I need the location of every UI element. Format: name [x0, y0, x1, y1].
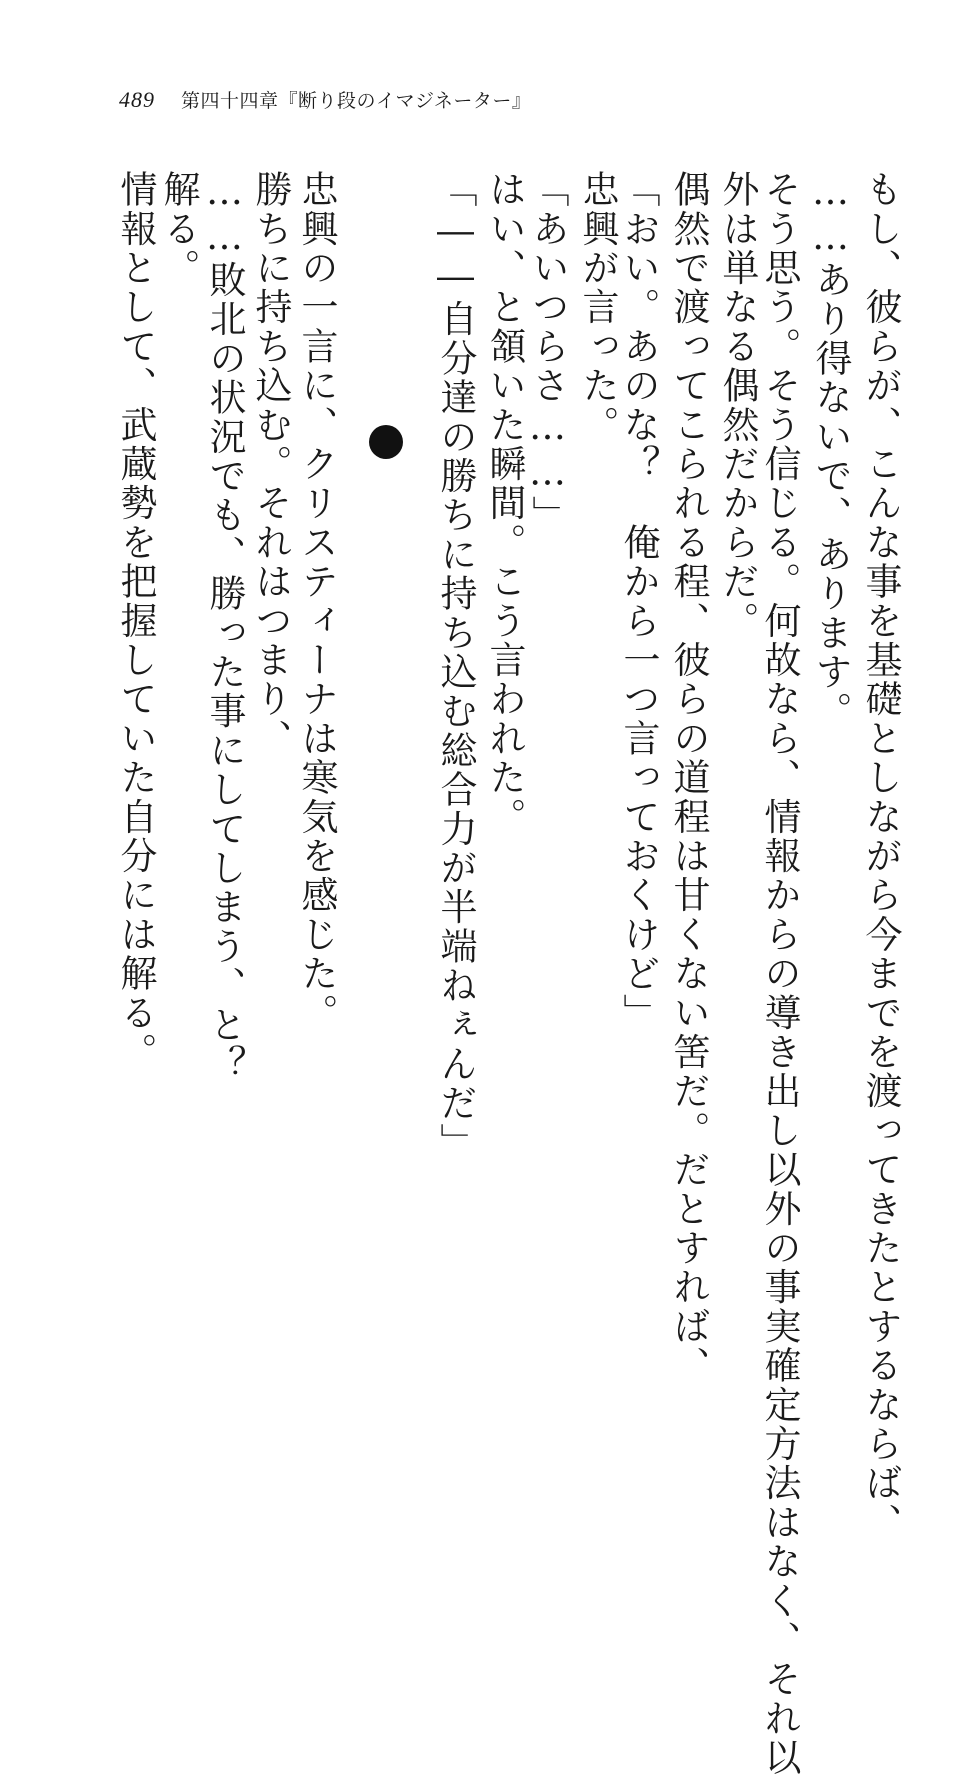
- page-number: 489: [119, 87, 155, 112]
- page-header: [119, 86, 531, 116]
- text-line-2: ……あり得ないで、あります。: [809, 170, 852, 731]
- text-line-9: はい、と頷いた瞬間。こう言われた。: [483, 170, 526, 837]
- text-line-3: そう思う。そう信じる。何故なら、情報からの導き出し以外の事実確定方法はなく、それ以: [758, 170, 801, 1777]
- text-line-12: 勝ちに持ち込む。それはつまり、: [249, 170, 292, 758]
- text-line-7: 忠興が言った。: [576, 170, 619, 445]
- text-line-1: もし、彼らが、こんな事を基礎としながら今までを渡ってきたとするならば、: [859, 170, 902, 1542]
- text-line-6: 「おい。あのな？ 俺から一つ言っておくけど」: [617, 170, 660, 1033]
- running-title: 第四十四章『断り段のイマジネーター』: [181, 90, 532, 112]
- text-line-10: 「――自分達の勝ちに持ち込む総合力が半端ねぇんだ」: [434, 170, 477, 1162]
- text-line-8: 「あいつらさ……」: [526, 170, 569, 535]
- text-line-15: 情報として、武蔵勢を把握していた自分には解る。: [114, 170, 157, 1072]
- text-line-13: ……敗北の状況でも、勝った事にしてしまう、と？: [203, 170, 246, 1084]
- scene-break-dot: [369, 425, 403, 459]
- text-line-4: 外は単なる偶然だからだ。: [716, 170, 759, 641]
- text-line-14: 解る。: [157, 170, 200, 288]
- text-line-11: 忠興の一言に、クリスティーナは寒気を感じた。: [295, 170, 338, 1033]
- text-line-5: 偶然で渡ってこられる程、彼らの道程は甘くない筈だ。だとすれば、: [667, 170, 710, 1386]
